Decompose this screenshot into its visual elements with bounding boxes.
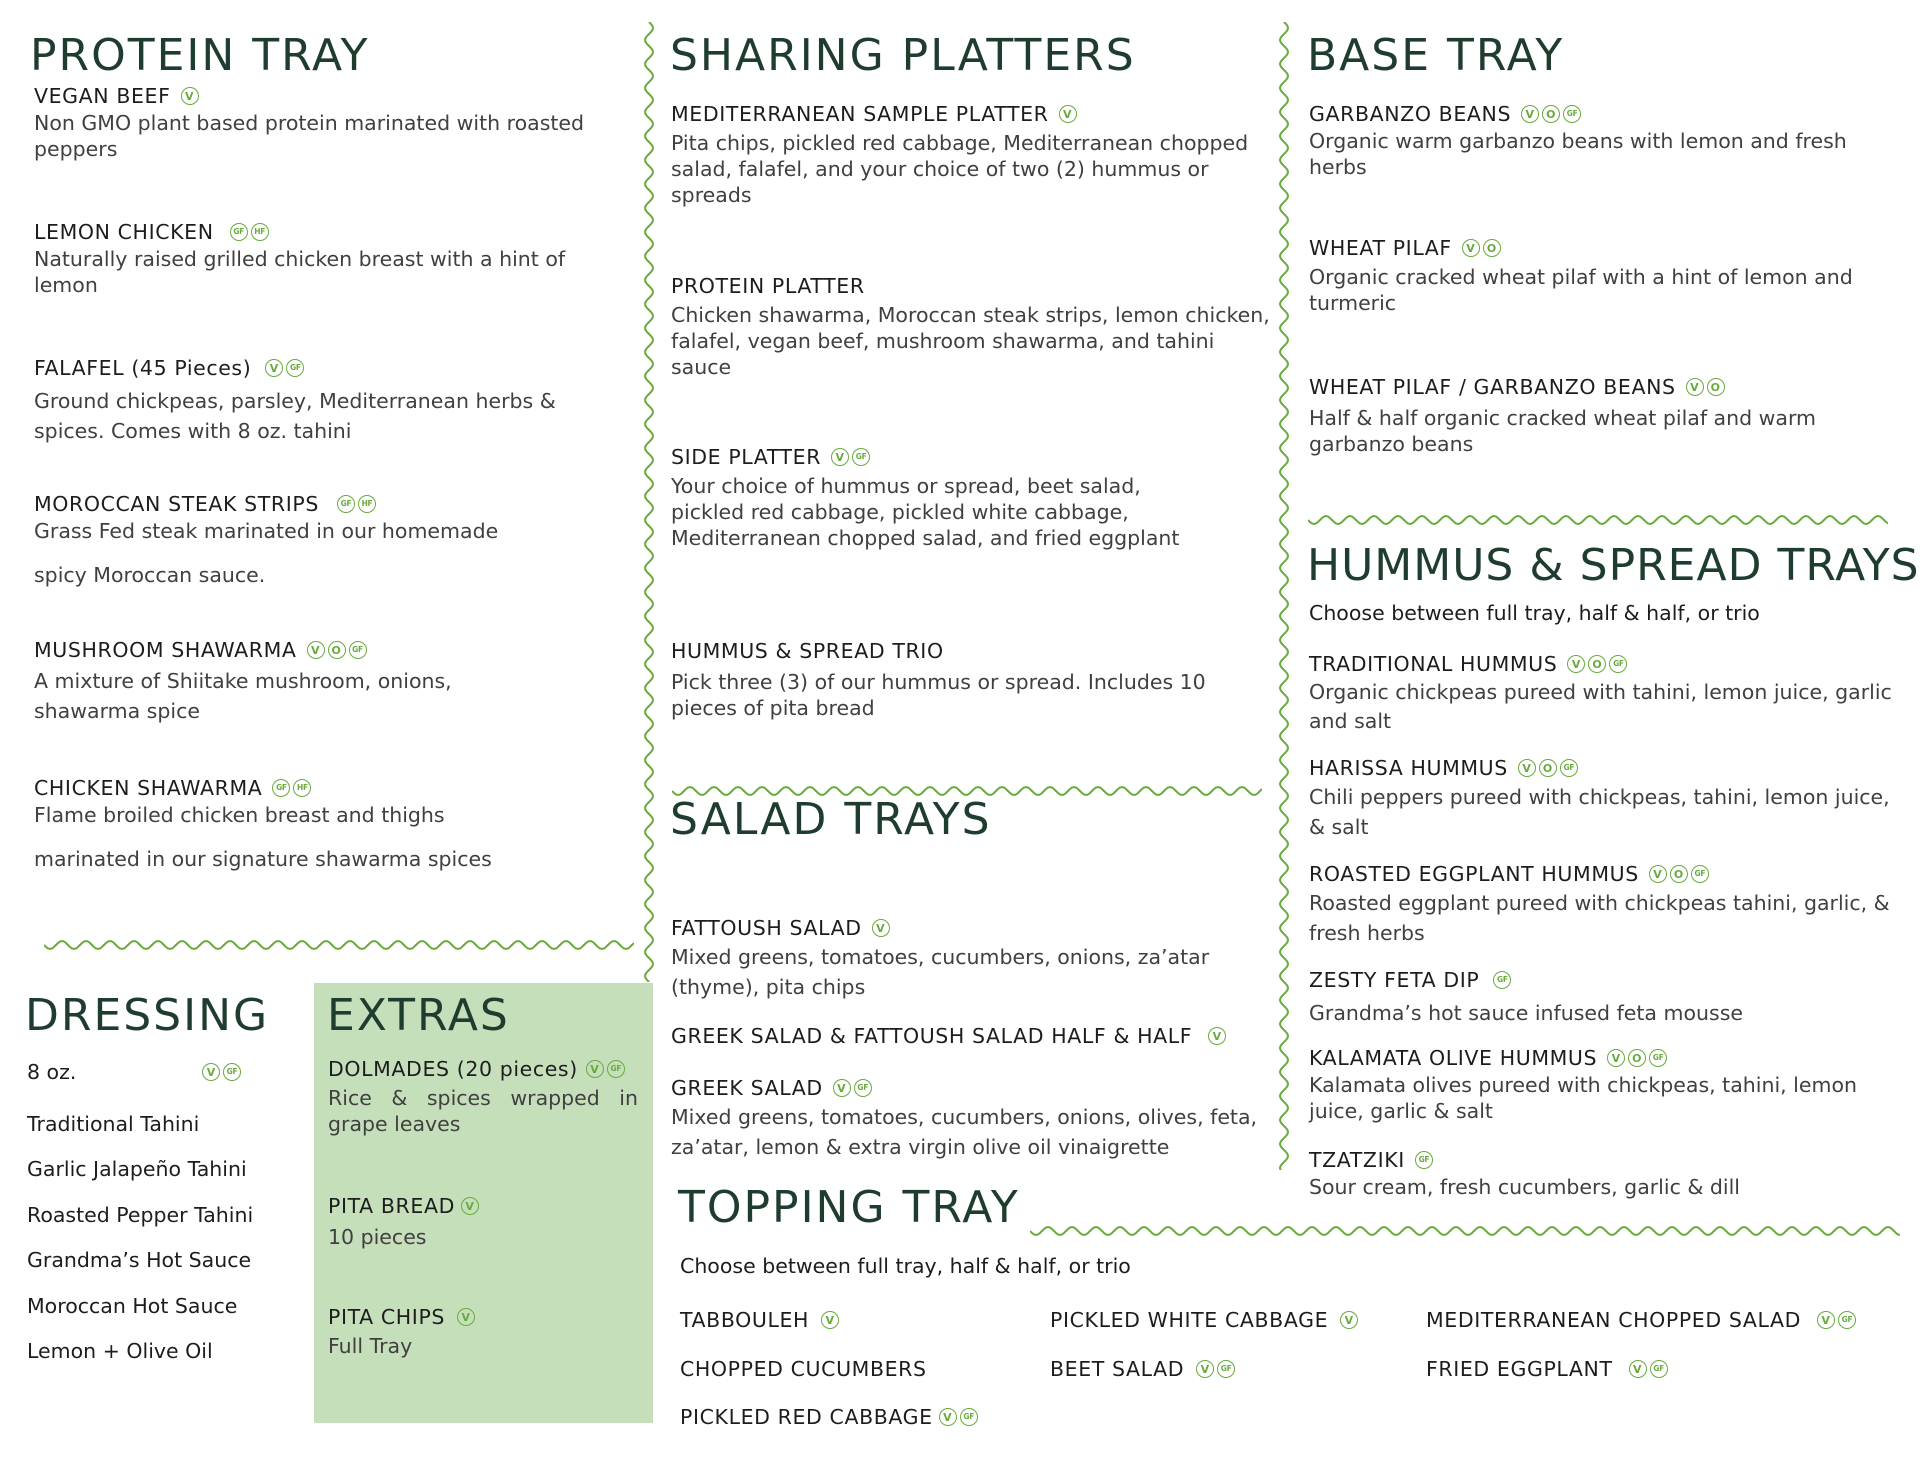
- dressing-item: Garlic Jalapeño Tahini: [27, 1157, 247, 1181]
- wave-divider: [1308, 513, 1888, 527]
- vegan-badge-icon: V: [586, 1060, 604, 1078]
- diet-badges: [461, 1197, 479, 1215]
- diet-badges: [831, 448, 870, 466]
- diet-badges: [307, 641, 367, 659]
- gluten-free-badge-icon: GF: [1650, 1360, 1668, 1378]
- item-description: Kalamata olives pureed with chickpeas, tahini, lemon juice, garlic & salt: [1309, 1073, 1857, 1123]
- gluten-free-badge-icon: GF: [337, 495, 355, 513]
- organic-badge-icon: O: [328, 641, 346, 659]
- sharing-platters-title: SHARING PLATTERS: [670, 30, 1136, 81]
- menu-item: [34, 82, 594, 162]
- menu-item: [671, 637, 1261, 721]
- menu-item: [328, 1303, 638, 1359]
- vegan-badge-icon: V: [461, 1197, 479, 1215]
- vegan-badge-icon: V: [1518, 759, 1536, 777]
- item-description: Chicken shawarma, Moroccan steak strips, lemon chicken, falafel, vegan beef, mushroom shawarma, and tahini sauce: [671, 303, 1270, 379]
- wave-divider-vertical: [1277, 22, 1291, 1170]
- item-name: MEDITERRANEAN SAMPLE PLATTER: [671, 102, 1049, 126]
- diet-badges: [1521, 105, 1581, 123]
- item-name: LEMON CHICKEN: [34, 220, 214, 244]
- menu-item: [671, 1022, 1271, 1050]
- item-name: ROASTED EGGPLANT HUMMUS: [1309, 862, 1639, 886]
- item-name: WHEAT PILAF / GARBANZO BEANS: [1309, 375, 1676, 399]
- diet-badges: [1629, 1360, 1668, 1378]
- vegan-badge-icon: V: [831, 448, 849, 466]
- diet-badges: [821, 1311, 839, 1329]
- item-description: Grandma’s hot sauce infused feta mousse: [1309, 1001, 1743, 1025]
- menu-item: [1309, 373, 1869, 457]
- menu-item: [1309, 650, 1909, 736]
- item-description: Non GMO plant based protein marinated with roasted peppers: [34, 111, 585, 161]
- item-description: Half & half organic cracked wheat pilaf and warm garbanzo beans: [1309, 406, 1817, 456]
- item-name: CHOPPED CUCUMBERS: [680, 1357, 927, 1381]
- halal-badge-icon: HF: [293, 779, 311, 797]
- item-name: WHEAT PILAF: [1309, 236, 1452, 260]
- gluten-free-badge-icon: GF: [272, 779, 290, 797]
- menu-item: [1309, 860, 1915, 948]
- dressing-item: Moroccan Hot Sauce: [27, 1294, 238, 1318]
- menu-item: [671, 443, 1191, 551]
- diet-badges: [337, 495, 376, 513]
- diet-badges: [272, 779, 311, 797]
- wave-line: [1308, 516, 1888, 524]
- gluten-free-badge-icon: GF: [1560, 759, 1578, 777]
- topping-tray-subtitle: Choose between full tray, half & half, or trio: [680, 1254, 1131, 1278]
- diet-badges: [1415, 1151, 1433, 1169]
- gluten-free-badge-icon: GF: [1217, 1360, 1235, 1378]
- vegan-badge-icon: V: [1521, 105, 1539, 123]
- item-name: MUSHROOM SHAWARMA: [34, 638, 297, 662]
- menu-item: [671, 1074, 1291, 1162]
- gluten-free-badge-icon: GF: [607, 1060, 625, 1078]
- gluten-free-badge-icon: GF: [1649, 1049, 1667, 1067]
- topping-item: [1050, 1306, 1358, 1334]
- organic-badge-icon: O: [1539, 759, 1557, 777]
- diet-badges: [1462, 239, 1501, 257]
- vegan-badge-icon: V: [1567, 655, 1585, 673]
- topping-item: [680, 1306, 839, 1334]
- dressing-item: Roasted Pepper Tahini: [27, 1203, 254, 1227]
- menu-item: [1309, 234, 1869, 316]
- menu-item: [34, 354, 604, 446]
- wave-line: [44, 941, 634, 949]
- topping-item: [1050, 1355, 1235, 1383]
- item-description: Sour cream, fresh cucumbers, garlic & dill: [1309, 1175, 1740, 1199]
- item-name: HARISSA HUMMUS: [1309, 756, 1508, 780]
- item-name: BEET SALAD: [1050, 1357, 1185, 1381]
- vegan-badge-icon: V: [1462, 239, 1480, 257]
- menu-item: [1309, 966, 1909, 1026]
- diet-badges: [1059, 105, 1077, 123]
- salad-trays-title: SALAD TRAYS: [670, 794, 992, 845]
- item-name: DOLMADES (20 pieces): [328, 1057, 578, 1081]
- item-name: PICKLED RED CABBAGE: [680, 1405, 933, 1429]
- gluten-free-badge-icon: GF: [1691, 865, 1709, 883]
- vegan-badge-icon: V: [1817, 1311, 1835, 1329]
- item-description: Full Tray: [328, 1334, 413, 1358]
- item-name: PICKLED WHITE CABBAGE: [1050, 1308, 1329, 1332]
- gluten-free-badge-icon: GF: [1838, 1311, 1856, 1329]
- organic-badge-icon: O: [1670, 865, 1688, 883]
- diet-badges: [1340, 1311, 1358, 1329]
- gluten-free-badge-icon: GF: [286, 359, 304, 377]
- item-name: MEDITERRANEAN CHOPPED SALAD: [1426, 1308, 1801, 1332]
- vegan-badge-icon: V: [457, 1308, 475, 1326]
- item-name: ZESTY FETA DIP: [1309, 968, 1480, 992]
- menu-item: [328, 1055, 638, 1137]
- item-description-cont: spicy Moroccan sauce.: [34, 563, 266, 587]
- vegan-badge-icon: V: [202, 1063, 220, 1081]
- item-description: Mixed greens, tomatoes, cucumbers, onions, olives, feta, za’atar, lemon & extra virgin olive oil vinaigrette: [671, 1105, 1258, 1159]
- menu-item: [1309, 1146, 1909, 1200]
- menu-item: [671, 100, 1261, 208]
- diet-badges: [872, 919, 890, 937]
- diet-badges: [939, 1408, 978, 1426]
- menu-item: [34, 774, 604, 872]
- vegan-badge-icon: V: [1059, 105, 1077, 123]
- item-name: CHICKEN SHAWARMA: [34, 776, 263, 800]
- menu-item: [671, 914, 1271, 1002]
- item-name: TZATZIKI: [1309, 1148, 1405, 1172]
- item-name: VEGAN BEEF: [34, 84, 171, 108]
- vegan-badge-icon: V: [833, 1079, 851, 1097]
- menu-item: [1309, 100, 1869, 180]
- item-description: 10 pieces: [328, 1225, 427, 1249]
- gluten-free-badge-icon: GF: [960, 1408, 978, 1426]
- extras-title: EXTRAS: [327, 990, 510, 1041]
- item-name: SIDE PLATTER: [671, 445, 822, 469]
- wave-divider: [44, 938, 634, 952]
- diet-badges: [1208, 1027, 1226, 1045]
- diet-badges: [1567, 655, 1627, 673]
- diet-badges: [586, 1060, 625, 1078]
- protein-tray-title: PROTEIN TRAY: [30, 30, 370, 81]
- wave-line: [1030, 1227, 1900, 1235]
- gluten-free-badge-icon: GF: [349, 641, 367, 659]
- item-description: Your choice of hummus or spread, beet salad, pickled red cabbage, pickled white cabbage, Mediterranean chopped salad, and fried eggplant: [671, 474, 1180, 550]
- diet-badges: [1607, 1049, 1667, 1067]
- topping-tray-title: TOPPING TRAY: [678, 1182, 1020, 1233]
- gluten-free-badge-icon: GF: [1415, 1151, 1433, 1169]
- vegan-badge-icon: V: [872, 919, 890, 937]
- item-name: PITA CHIPS: [328, 1305, 446, 1329]
- organic-badge-icon: O: [1628, 1049, 1646, 1067]
- dressing-item: Lemon + Olive Oil: [27, 1339, 213, 1363]
- vegan-badge-icon: V: [1649, 865, 1667, 883]
- diet-badges: [1493, 971, 1511, 989]
- item-name: PITA BREAD: [328, 1194, 455, 1218]
- item-description: Roasted eggplant pureed with chickpeas tahini, garlic, & fresh herbs: [1309, 891, 1890, 945]
- dressing-item: Traditional Tahini: [27, 1112, 200, 1136]
- organic-badge-icon: O: [1542, 105, 1560, 123]
- halal-badge-icon: HF: [251, 223, 269, 241]
- gluten-free-badge-icon: GF: [1493, 971, 1511, 989]
- dressing-item: Grandma’s Hot Sauce: [27, 1248, 252, 1272]
- gluten-free-badge-icon: GF: [223, 1063, 241, 1081]
- item-description: Organic warm garbanzo beans with lemon and fresh herbs: [1309, 129, 1847, 179]
- item-description: Naturally raised grilled chicken breast with a hint of lemon: [34, 247, 566, 297]
- diet-badges: [1649, 865, 1709, 883]
- vegan-badge-icon: V: [1686, 378, 1704, 396]
- organic-badge-icon: O: [1707, 378, 1725, 396]
- item-description: Chili peppers pureed with chickpeas, tahini, lemon juice, & salt: [1309, 785, 1890, 839]
- item-description: Organic chickpeas pureed with tahini, lemon juice, garlic and salt: [1309, 680, 1892, 733]
- item-description: Grass Fed steak marinated in our homemade: [34, 519, 499, 543]
- diet-badges: [230, 223, 269, 241]
- menu-item: [671, 272, 1271, 380]
- item-description: Organic cracked wheat pilaf with a hint of lemon and turmeric: [1309, 265, 1853, 315]
- item-description: Pita chips, pickled red cabbage, Mediterranean chopped salad, falafel, and your choice of two (2) hummus or spreads: [671, 131, 1249, 207]
- topping-item: [1426, 1306, 1856, 1334]
- diet-badges: [1686, 378, 1725, 396]
- vegan-badge-icon: V: [1629, 1360, 1647, 1378]
- wave-line: [1280, 22, 1288, 1170]
- base-tray-title: BASE TRAY: [1307, 30, 1565, 81]
- diet-badges: [1817, 1311, 1856, 1329]
- vegan-badge-icon: V: [821, 1311, 839, 1329]
- menu-item: [34, 490, 604, 588]
- wave-divider: [1030, 1224, 1900, 1238]
- item-name: PROTEIN PLATTER: [671, 274, 865, 298]
- item-name: MOROCCAN STEAK STRIPS: [34, 492, 319, 516]
- organic-badge-icon: O: [1483, 239, 1501, 257]
- gluten-free-badge-icon: GF: [852, 448, 870, 466]
- item-name: TRADITIONAL HUMMUS: [1309, 652, 1558, 676]
- hummus-trays-title: HUMMUS & SPREAD TRAYS: [1307, 540, 1920, 591]
- item-description: Ground chickpeas, parsley, Mediterranean herbs & spices. Comes with 8 oz. tahini: [34, 389, 556, 443]
- gluten-free-badge-icon: GF: [1609, 655, 1627, 673]
- dressing-size-label: 8 oz.: [27, 1060, 77, 1084]
- item-name: GREEK SALAD: [671, 1076, 823, 1100]
- vegan-badge-icon: V: [1340, 1311, 1358, 1329]
- gluten-free-badge-icon: GF: [230, 223, 248, 241]
- item-description-cont: marinated in our signature shawarma spices: [34, 847, 492, 871]
- menu-item: [328, 1192, 638, 1250]
- vegan-badge-icon: V: [939, 1408, 957, 1426]
- diet-badges: [265, 359, 304, 377]
- item-name: FRIED EGGPLANT: [1426, 1357, 1613, 1381]
- diet-badges: [1518, 759, 1578, 777]
- menu-item: [34, 636, 554, 726]
- menu-item: [1309, 754, 1909, 842]
- topping-item: [680, 1403, 978, 1431]
- item-description: Rice & spices wrapped in grape leaves: [328, 1086, 638, 1136]
- item-name: KALAMATA OLIVE HUMMUS: [1309, 1046, 1598, 1070]
- diet-badges: [202, 1063, 241, 1081]
- item-description: Flame broiled chicken breast and thighs: [34, 803, 445, 827]
- hummus-trays-subtitle: Choose between full tray, half & half, or trio: [1309, 601, 1760, 625]
- item-name: FATTOUSH SALAD: [671, 916, 862, 940]
- item-name: TABBOULEH: [680, 1308, 810, 1332]
- vegan-badge-icon: V: [307, 641, 325, 659]
- item-description: Pick three (3) of our hummus or spread. Includes 10 pieces of pita bread: [671, 670, 1206, 720]
- diet-badges: [181, 87, 199, 105]
- topping-item: [1426, 1355, 1668, 1383]
- gluten-free-badge-icon: GF: [854, 1079, 872, 1097]
- wave-line: [645, 22, 653, 982]
- organic-badge-icon: O: [1588, 655, 1606, 673]
- diet-badges: [833, 1079, 872, 1097]
- gluten-free-badge-icon: GF: [1563, 105, 1581, 123]
- diet-badges: [1196, 1360, 1235, 1378]
- item-name: HUMMUS & SPREAD TRIO: [671, 639, 944, 663]
- vegan-badge-icon: V: [1607, 1049, 1625, 1067]
- halal-badge-icon: HF: [358, 495, 376, 513]
- item-name: FALAFEL (45 Pieces): [34, 356, 252, 380]
- vegan-badge-icon: V: [1208, 1027, 1226, 1045]
- topping-item: [680, 1355, 927, 1383]
- item-description: A mixture of Shiitake mushroom, onions, shawarma spice: [34, 669, 452, 723]
- diet-badges: [457, 1308, 475, 1326]
- dressing-size: [27, 1060, 241, 1084]
- dressing-title: DRESSING: [25, 990, 270, 1041]
- vegan-badge-icon: V: [265, 359, 283, 377]
- menu-item: [34, 218, 594, 298]
- vegan-badge-icon: V: [181, 87, 199, 105]
- wave-divider-vertical: [642, 22, 656, 982]
- item-name: GARBANZO BEANS: [1309, 102, 1512, 126]
- item-name: GREEK SALAD & FATTOUSH SALAD HALF & HALF: [671, 1024, 1193, 1048]
- menu-item: [1309, 1044, 1909, 1124]
- item-description: Mixed greens, tomatoes, cucumbers, onions, za’atar (thyme), pita chips: [671, 945, 1210, 999]
- vegan-badge-icon: V: [1196, 1360, 1214, 1378]
